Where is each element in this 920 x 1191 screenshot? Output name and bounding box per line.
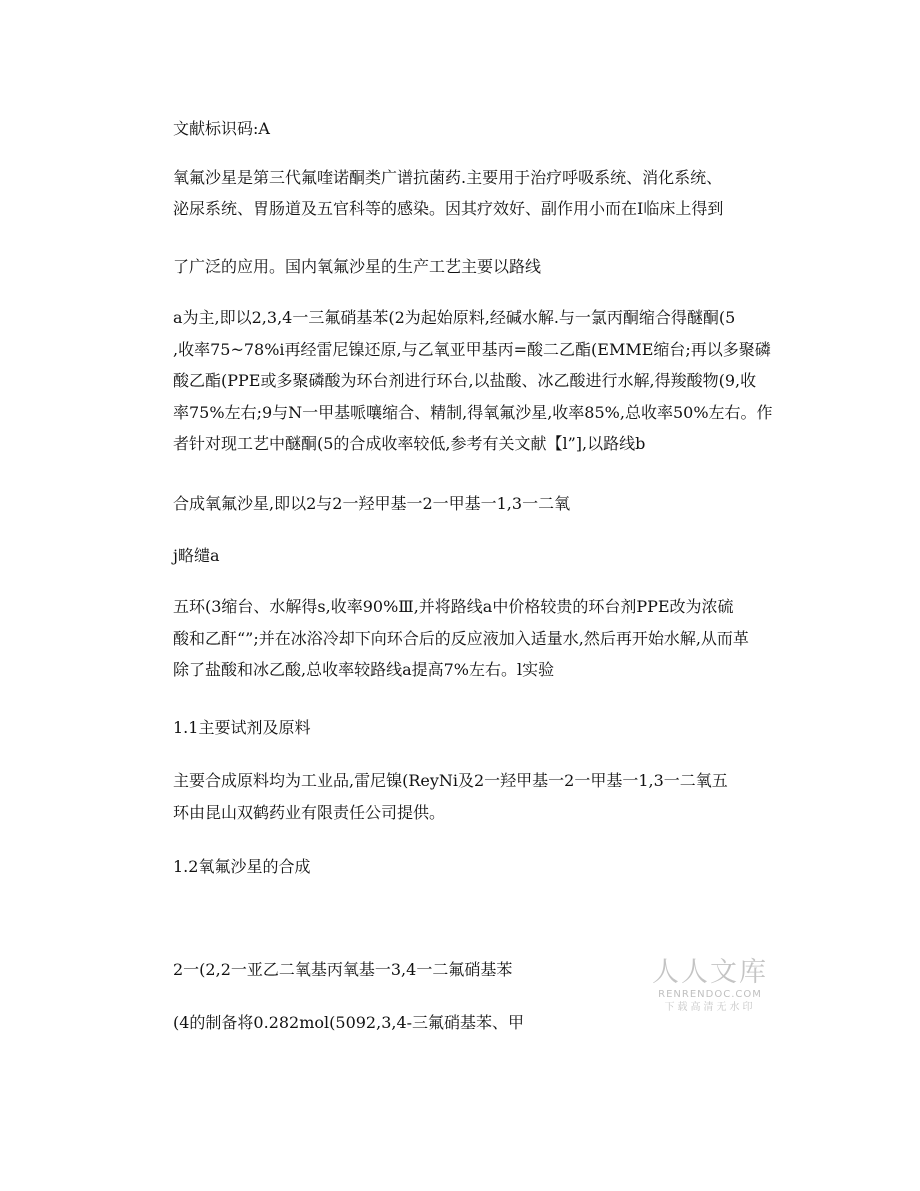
paragraph-line: ,收率75~78%i再经雷尼镍还原,与乙氧亚甲基丙=酸二乙酯(EMME缩台;再以多聚磷 — [173, 340, 771, 359]
paragraph-line: 五环(3缩台、水解得s,收率90%Ⅲ,并将路线a中价格较贵的环台剂PPE改为浓硫 — [173, 597, 734, 616]
watermark-logo-text: 人人文库 — [652, 957, 768, 988]
paragraph-line: 主要合成原料均为工业品,雷尼镍(ReyNi及2一羟甲基一2一甲基一1,3一二氧五 — [173, 771, 728, 790]
paragraph-line: 合成氧氟沙星,即以2与2一羟甲基一2一甲基一1,3一二氧 — [173, 494, 571, 513]
watermark — [640, 958, 780, 1014]
paragraph-line: 2一(2,2一亚乙二氧基丙氧基一3,4一二氟硝基苯 — [173, 960, 513, 979]
paragraph-line: 氧氟沙星是第三代氟喹诺酮类广谱抗菌药.主要用于治疗呼吸系统、消化系统、 — [173, 168, 723, 187]
paragraph-line: 环由昆山双鹤药业有限责任公司提供。 — [173, 803, 446, 822]
paragraph-line: (4的制备将0.282mol(5092,3,4-三氟硝基苯、甲 — [173, 1013, 525, 1032]
paragraph-line: 率75%左右;9与N一甲基哌嚷缩合、精制,得氧氟沙星,收率85%,总收率50%左右。作 — [173, 403, 773, 422]
paragraph-line: 酸乙酯(PPE或多聚磷酸为环台剂进行环台,以盐酸、冰乙酸进行水解,得羧酸物(9,收 — [173, 371, 757, 390]
paragraph-line: a为主,即以2,3,4一三氟硝基苯(2为起始原料,经碱水解.与一氯丙酮缩合得醚酮(5 — [173, 308, 736, 327]
paragraph-line: 者针对现工艺中醚酮(5的合成收率较低,参考有关文献【l”],以路线b — [173, 434, 646, 453]
paragraph-line: 酸和乙酐“”;并在冰浴冷却下向环合后的反应液加入适量水,然后再开始水解,从而革 — [173, 629, 749, 648]
paragraph-line: 泌尿系统、胃肠道及五官科等的感染。因其疗效好、副作用小而在I临床上得到 — [173, 199, 724, 218]
doc-code-line: 文献标识码:A — [173, 119, 270, 138]
section-heading: 1.1主要试剂及原料 — [173, 718, 311, 737]
paragraph-line: j略缱a — [173, 546, 220, 565]
paragraph-line: 了广泛的应用。国内氧氟沙星的生产工艺主要以路线 — [173, 257, 542, 276]
watermark-domain: RENRENDOC.COM — [658, 989, 762, 1000]
paragraph-line: 除了盐酸和冰乙酸,总收率较路线a提高7%左右。l实验 — [173, 660, 555, 679]
section-heading: 1.2氧氟沙星的合成 — [173, 857, 311, 876]
watermark-caption: 下载高清无水印 — [664, 1002, 756, 1013]
